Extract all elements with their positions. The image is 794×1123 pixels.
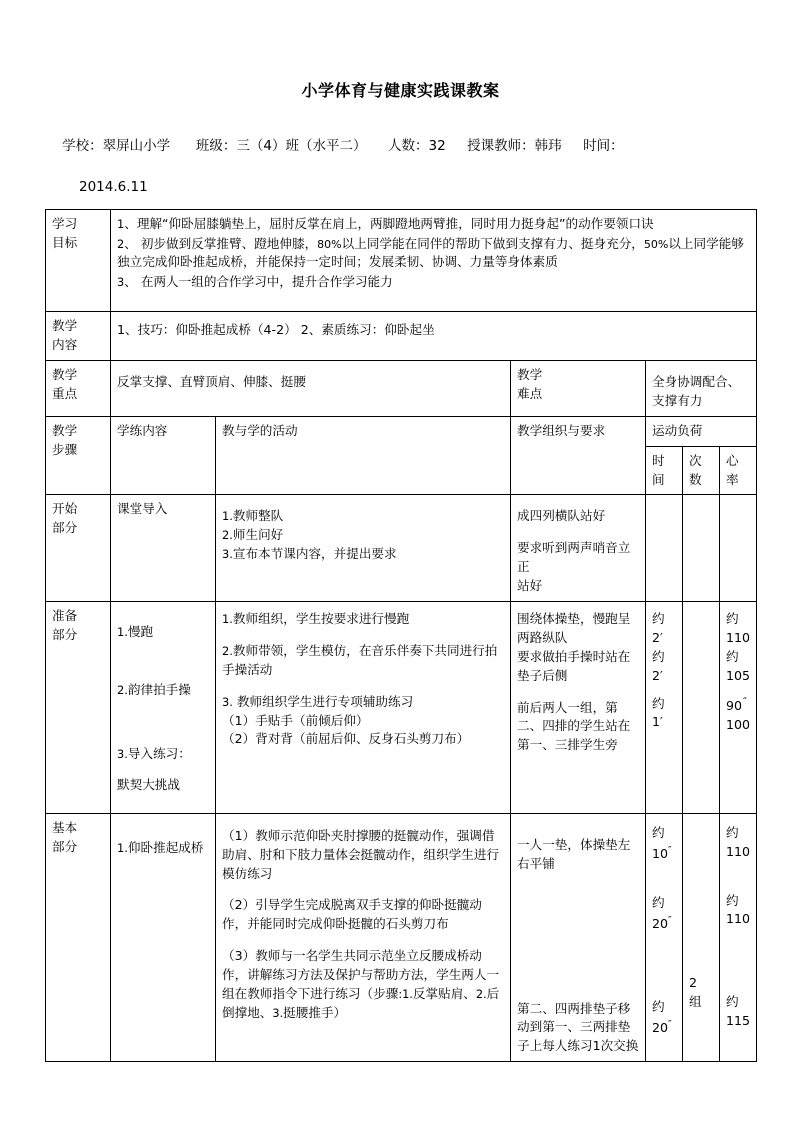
- header-activity: 教与学的活动: [216, 416, 511, 495]
- header-step: 教学 步骤: [46, 416, 111, 495]
- header-organization: 教学组织与要求: [511, 416, 646, 495]
- school-value: 翠屏山小学: [102, 137, 171, 154]
- key-points-label: 教学 重点: [46, 361, 111, 417]
- objectives-label: 学习 目标: [46, 209, 111, 312]
- section-hr-basic: 约 110 约 110 约 115: [720, 813, 757, 1061]
- school-label: 学校：: [62, 137, 103, 154]
- header-heart-rate: 心 率: [720, 446, 757, 495]
- objective-line-3: 3、 在两人一组的合作学习中，提升合作学习能力: [117, 274, 393, 290]
- table-row-section-start: [46, 495, 757, 602]
- date-label: 时间：: [583, 137, 624, 154]
- table-row-section-basic: [46, 813, 757, 1061]
- key-points-value: 反掌支撑、直臂顶肩、伸膝、挺腰: [111, 361, 511, 417]
- section-activity-prepare: 1.教师组织，学生按要求进行慢跑 2.教师带领，学生模仿，在音乐伴奏下共同进行拍手操活动 3. 教师组织学生进行专项辅助练习 （1）手贴手（前倾后仰） （2）背对背（前屈后仰、反身石头剪刀布）: [216, 602, 511, 814]
- teaching-content-label: 教学 内容: [46, 312, 111, 361]
- section-time-prepare: 约 2′ 约 2′ 约 1′: [646, 602, 683, 814]
- student-count-value: 32: [428, 137, 446, 154]
- student-count-label: 人数：: [387, 137, 429, 154]
- table-row-teaching-content: [46, 312, 757, 361]
- section-times-basic: 2 组: [683, 813, 720, 1061]
- class-label: 班级：: [195, 137, 237, 154]
- class-value: 三（4）班（水平二）: [236, 137, 367, 154]
- table-header-row-1: [46, 416, 757, 446]
- section-hr-prepare: 约 110 约 105 90˝ 100: [720, 602, 757, 814]
- table-row-section-prepare: [46, 602, 757, 814]
- objective-line-1: 1、理解“仰卧屈膝躺垫上，屈肘反掌在肩上，两脚蹬地两臂推，同时用力挺身起”的动作要领口诀: [117, 215, 654, 231]
- section-times-prepare: [683, 602, 720, 814]
- section-time-basic: 约 10″ 约 20″ 约 20″: [646, 813, 683, 1061]
- date-value: 2014.6.11: [79, 178, 148, 195]
- section-content-prepare: 1.慢跑 2.韵律拍手操 3.导入练习： 默契大挑战: [111, 602, 216, 814]
- section-activity-start: 1.教师整队 2.师生问好 3.宣布本节课内容，并提出要求: [216, 495, 511, 602]
- teacher-label: 授课教师：: [467, 137, 535, 154]
- section-content-start: 课堂导入: [111, 495, 216, 602]
- lesson-plan-table: [45, 209, 757, 1063]
- section-time-start: [646, 495, 683, 602]
- section-content-basic: 1.仰卧推起成桥: [111, 813, 216, 1061]
- objective-line-2: 2、 初步做到反掌推臂、蹬地伸膝，80%以上同学能在同伴的帮助下做到支撑有力、挺身充分，50%以上同学能够独立完成仰卧推起成桥，并能保持一定时间；发展柔韧、协调、力量等身体素质: [117, 235, 744, 270]
- header-times: 次 数: [683, 446, 720, 495]
- section-step-prepare: 准备 部分: [46, 602, 111, 814]
- difficulty-label: 教学 难点: [511, 361, 646, 417]
- teacher-value: 韩玮: [534, 137, 562, 154]
- teaching-content-value: 1、技巧：仰卧推起成桥（4-2） 2、素质练习：仰卧起坐: [111, 312, 757, 361]
- section-organization-basic: 一人一垫，体操垫左右平铺 第二、四两排垫子移动到第一、三两排垫子上每人练习1次交换: [511, 813, 646, 1061]
- table-row-key-points: [46, 361, 757, 417]
- section-activity-basic: （1）教师示范仰卧夹肘撑腰的挺髋动作，强调借助肩、肘和下肢力量体会挺髋动作，组织学生进行模仿练习 （2）引导学生完成脱离双手支撑的仰卧挺髋动作，并能同时完成仰卧挺髋的石头剪刀布 （3）教师与一名学生共同示范坐立反腰成桥动作，讲解练习方法及保护与帮助方法，学生两人一组在教师指令下进行练习（步骤:1.反掌贴肩、2.后倒撑地、3.挺腰推手）: [216, 813, 511, 1061]
- table-row-objectives: [46, 209, 757, 312]
- section-organization-start: 成四列横队站好 要求听到两声哨音立正 站好: [511, 495, 646, 602]
- header-content: 学练内容: [111, 416, 216, 495]
- section-step-basic: 基本 部分: [46, 813, 111, 1061]
- section-times-start: [683, 495, 720, 602]
- section-hr-start: [720, 495, 757, 602]
- difficulty-value: 全身协调配合、支撑有力: [646, 361, 757, 417]
- page-title: 小学体育与健康实践课教案: [301, 81, 500, 100]
- section-organization-prepare: 围绕体操垫，慢跑呈两路纵队 要求做拍手操时站在垫子后侧 前后两人一组，第二、四排的学生站在第一、三排学生旁: [511, 602, 646, 814]
- header-time: 时 间: [646, 446, 683, 495]
- section-step-start: 开始 部分: [46, 495, 111, 602]
- objectives-cell: [111, 209, 757, 312]
- header-load-group: 运动负荷: [646, 416, 757, 446]
- header-meta-row: [45, 115, 756, 178]
